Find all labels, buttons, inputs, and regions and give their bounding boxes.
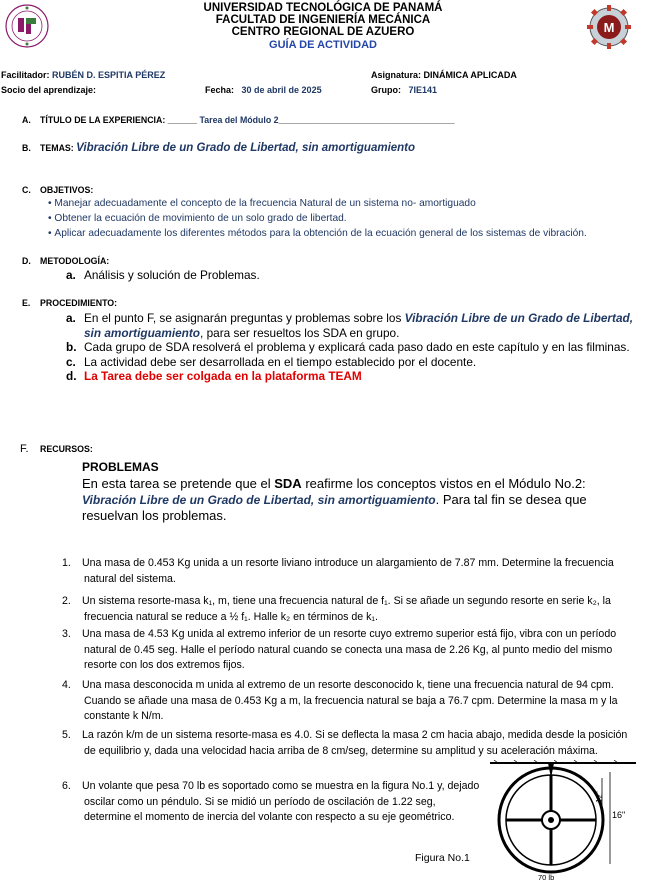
problem-text: Una masa de 4.53 Kg unida al extremo inferior de un resorte cuyo extremo superior está fijo, vibra con un período natural de 0.45 seg. Halle el período natural cuando se conecta una masa de 2.26 Kg, al punto medio del mismo resorte con los dos extremos fijos.: [82, 628, 617, 672]
section-b: [22, 142, 415, 154]
methodology-item: [66, 268, 260, 283]
intro-sda: SDA: [274, 476, 302, 491]
section-c-letter: C.: [22, 185, 31, 195]
problems-title: PROBLEMAS: [82, 460, 159, 474]
methodology-text: Análisis y solución de Problemas.: [84, 268, 260, 282]
objective-text: Obtener la ecuación de movimiento de un solo grado de libertad.: [54, 213, 347, 224]
objective-item: • Obtener la ecuación de movimiento de un solo grado de libertad.: [48, 213, 347, 224]
section-a-line: ____________________________________: [278, 115, 455, 125]
methodology-letter: a.: [66, 268, 76, 282]
section-a: [22, 115, 455, 125]
section-a-label: TÍTULO DE LA EXPERIENCIA: ______: [40, 115, 198, 125]
guide-title: GUÍA DE ACTIVIDAD: [269, 39, 377, 51]
experience-title: Tarea del Módulo 2: [199, 115, 279, 125]
problem-number: 6.: [62, 780, 71, 792]
fim-logo-letter: M: [603, 20, 615, 35]
problem-item: [62, 627, 640, 674]
date-label: Fecha:: [205, 85, 235, 95]
group-row: [371, 85, 437, 96]
procedure-list: [66, 311, 641, 384]
student-label: Socio del aprendizaje:: [1, 85, 97, 95]
section-c-label: OBJETIVOS:: [40, 185, 94, 195]
problem-number: 5.: [62, 729, 71, 741]
section-d-label: METODOLOGÍA:: [40, 256, 110, 266]
problem-number: 1.: [62, 557, 71, 569]
facilitator-label: Facilitador:: [1, 70, 50, 80]
problem-item: [62, 779, 482, 826]
section-a-letter: A.: [22, 115, 31, 125]
procedure-letter: b.: [66, 340, 77, 354]
procedure-text: Cada grupo de SDA resolverá el problema y explicará cada paso dado en este capítulo y en las filminas.: [84, 340, 630, 354]
problem-item: [62, 728, 640, 759]
section-e-label: PROCEDIMIENTO:: [40, 298, 118, 308]
problem-number: 4.: [62, 679, 71, 691]
dimension-16: 16": [612, 810, 626, 820]
weight-label: 70 lb: [538, 873, 555, 882]
topic-value: Vibración Libre de un Grado de Libertad, sin amortiguamiento: [76, 142, 416, 154]
center-name: CENTRO REGIONAL DE AZUERO: [231, 26, 415, 38]
problem-text: Un volante que pesa 70 lb es soportado como se muestra en la figura No.1 y, dejado oscilar como un péndulo. Si se midió un período de oscilación de 1.22 seg, determine el momento de inercia del volante con respecto a su eje geométrico.: [82, 780, 480, 824]
problem-text: Un sistema resorte-masa k₁, m, tiene una frecuencia natural de f₁. Si se añade un segundo resorte en serie k₂, la frecuencia natural se reduce a ½ f₁. Halle k₂ en términos de k₁.: [82, 595, 611, 623]
section-f-letter: F.: [20, 443, 29, 455]
procedure-item-b: [66, 340, 641, 355]
intro-text: reafirme los conceptos vistos en el Módulo No.2:: [301, 476, 586, 491]
procedure-letter: c.: [66, 354, 76, 369]
problem-text: La razón k/m de un sistema resorte-masa es 4.0. Si se deflecta la masa 2 cm hacia abajo, medida desde la posición de equilibrio y, dada una velocidad hacia arriba de 8 cm/seg, determine su amplitud y su aceleración máxima.: [82, 729, 628, 757]
objective-text: Aplicar adecuadamente los diferentes métodos para la obtención de la ecuación general de los sistemas de vibración.: [54, 228, 587, 239]
section-f: [20, 443, 93, 455]
objective-text: Manejar adecuadamente el concepto de la frecuencia Natural de un sistema no- amortiguado: [54, 198, 476, 209]
procedure-item-a: [66, 311, 641, 340]
facilitator-value: RUBÉN D. ESPITIA PÉREZ: [52, 70, 166, 80]
problem-number: 3.: [62, 628, 71, 640]
problem-text: Una masa de 0.453 Kg unida a un resorte liviano introduce un alargamiento de 7.87 mm. Determine la frecuencia natural del sistema.: [82, 557, 614, 585]
intro-text: En esta tarea se pretende que el: [82, 476, 275, 491]
section-e-letter: E.: [22, 298, 31, 308]
intro-text: . Para tal fin se desea que resuelvan los problemas.: [82, 492, 587, 523]
procedure-text: La actividad debe ser desarrollada en el tiempo establecido por el docente.: [84, 354, 477, 369]
faculty-name: FACULTAD DE INGENIERÍA MECÁNICA: [215, 14, 431, 26]
section-b-letter: B.: [22, 143, 31, 153]
problem-number: 2.: [62, 595, 71, 607]
facilitator-row: [1, 70, 165, 81]
problem-item: [62, 556, 640, 587]
university-name: UNIVERSIDAD TECNOLÓGICA DE PANAMÁ: [203, 2, 443, 14]
flywheel-figure: [488, 760, 638, 882]
problem-item: [62, 594, 640, 625]
procedure-text-red: La Tarea debe ser colgada en la plataforma TEAM: [84, 369, 362, 383]
procedure-item-d: [66, 369, 641, 384]
procedure-item-c: [66, 355, 641, 370]
group-value: 7IE141: [408, 85, 438, 95]
section-d-letter: D.: [22, 256, 31, 266]
section-c: [22, 185, 93, 195]
subject-label: Asignatura:: [371, 70, 422, 80]
procedure-letter: d.: [66, 369, 77, 383]
objective-item: • Manejar adecuadamente el concepto de la frecuencia Natural de un sistema no- amortiguado: [48, 198, 476, 209]
procedure-letter: a.: [66, 311, 76, 325]
objective-item: • Aplicar adecuadamente los diferentes métodos para la obtención de la ecuación general de los sistemas de vibración.: [48, 228, 587, 239]
section-e: [22, 298, 117, 308]
problem-text: Una masa desconocida m unida al extremo de un resorte desconocido k, tiene una frecuencia natural de 94 cpm. Cuando se añade una masa de 0.453 Kg a m, la frecuencia natural se baja a 76.7 cpm. Determine la masa m y la constante k N/m.: [82, 679, 618, 723]
problems-intro: [82, 476, 642, 524]
intro-emphasis: Vibración Libre de un Grado de Libertad, sin amortiguamiento: [82, 493, 436, 507]
dimension-12: 12": [595, 791, 604, 803]
subject-row: [371, 70, 517, 81]
group-label: Grupo:: [371, 85, 401, 95]
figure-caption: Figura No.1: [415, 852, 470, 864]
procedure-text: En el punto F, se asignarán preguntas y problemas sobre los: [84, 311, 405, 325]
procedure-emphasis: Vibración Libre de un Grado de Libertad, sin amortiguamiento: [84, 311, 633, 340]
section-f-label: RECURSOS:: [40, 444, 93, 454]
section-b-label: TEMAS:: [40, 143, 74, 153]
subject-value: DINÁMICA APLICADA: [423, 70, 517, 80]
problem-item: [62, 678, 640, 725]
date-value: 30 de abril de 2025: [241, 85, 322, 95]
objectives-list: [48, 197, 643, 240]
date-row: [205, 85, 322, 96]
procedure-text: , para ser resueltos los SDA en grupo.: [200, 325, 400, 340]
section-d: [22, 256, 109, 266]
